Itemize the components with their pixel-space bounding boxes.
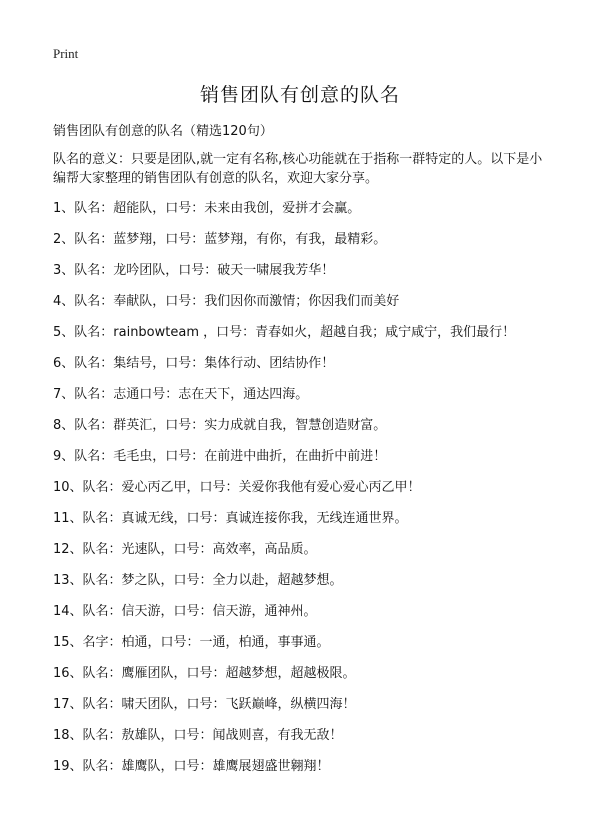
list-item: 4、队名：奉献队，口号：我们因你而激情；你因我们而美好 [53,294,400,309]
list-item: 12、队名：光速队，口号：高效率，高品质。 [53,542,317,557]
document-subtitle: 销售团队有创意的队名（精选120句） [53,124,273,139]
list-item: 10、队名：爱心丙乙甲，口号：关爱你我他有爱心爱心丙乙甲！ [53,480,421,495]
list-item: 19、队名：雄鹰队，口号：雄鹰展翅盛世翱翔！ [53,759,330,774]
list-item: 18、队名：敖雄队，口号：闻战则喜，有我无敌！ [53,728,343,743]
list-item: 9、队名：毛毛虫，口号：在前进中曲折，在曲折中前进！ [53,449,387,464]
list-item: 6、队名：集结号，口号：集体行动、团结协作！ [53,356,335,371]
list-item: 2、队名：蓝梦翔，口号：蓝梦翔，有你，有我，最精彩。 [53,232,387,247]
list-item: 13、队名：梦之队，口号：全力以赴，超越梦想。 [53,573,343,588]
intro-paragraph: 队名的意义：只要是团队,就一定有名称,核心功能就在于指称一群特定的人。以下是小编帮大家整理的销售团队有创意的队名，欢迎大家分享。 [53,152,543,186]
list-item: 8、队名：群英汇，口号：实力成就自我，智慧创造财富。 [53,418,387,433]
document-title: 销售团队有创意的队名 [199,84,400,106]
list-item: 1、队名：超能队，口号：未来由我创，爱拼才会赢。 [53,201,361,216]
list-item: 7、队名：志通口号：志在天下，通达四海。 [53,387,309,402]
list-item: 14、队名：信天游，口号：信天游，通神州。 [53,604,317,619]
list-item: 16、队名：鹰雁团队，口号：超越梦想，超越极限。 [53,666,356,681]
print-link[interactable]: Print [53,46,79,61]
list-item: 15、名字：柏通，口号：一通，柏通，事事通。 [53,635,330,650]
list-item: 3、队名：龙吟团队，口号：破天一啸展我芳华！ [53,263,335,278]
list-item: 11、队名：真诚无线，口号：真诚连接你我，无线连通世界。 [53,511,408,526]
list-item: 17、队名：啸天团队，口号：飞跃巅峰，纵横四海！ [53,697,356,712]
team-name-list [53,201,573,790]
list-item: 5、队名：rainbowteam ，口号：青春如火，超越自我；咸宁咸宁，我们最行！ [53,325,516,340]
